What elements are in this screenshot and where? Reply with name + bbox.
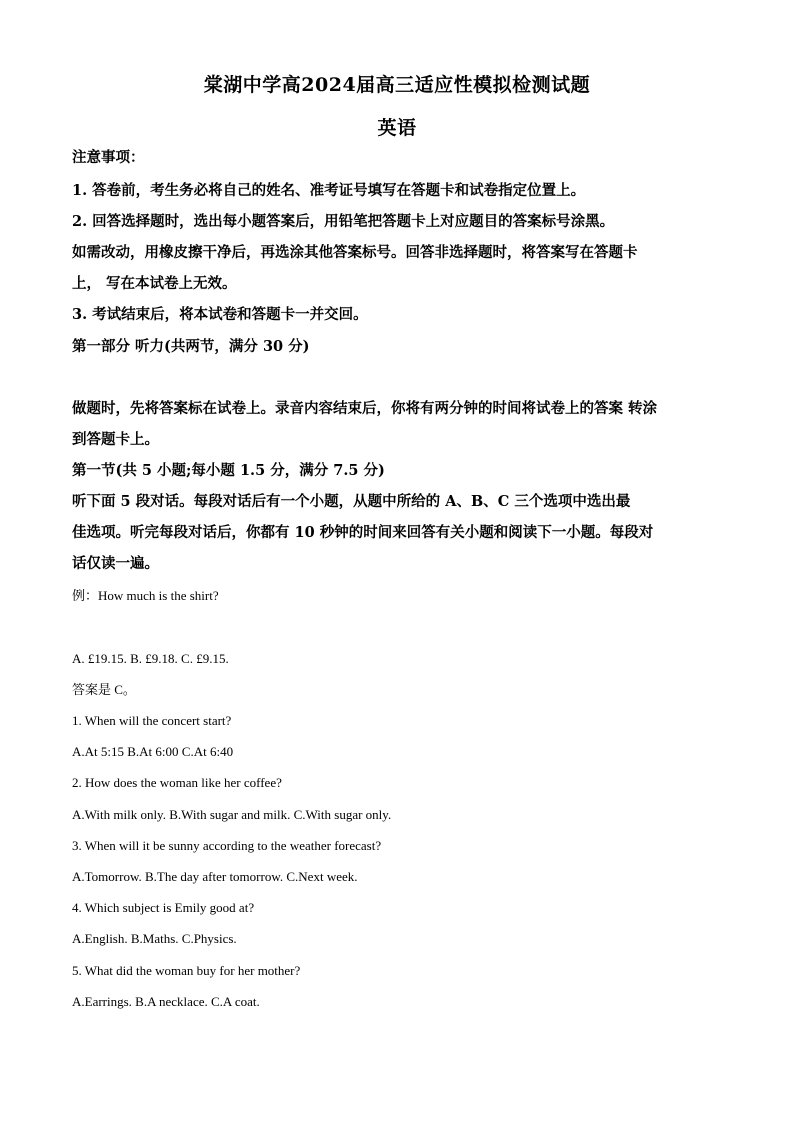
question-options: A.At 5:15 B.At 6:00 C.At 6:40	[72, 744, 234, 759]
exam-title: 棠湖中学高2024届高三适应性模拟检测试题	[203, 74, 591, 96]
notice-item: 1. 答卷前，考生务必将自己的姓名、准考证号填写在答题卡和试卷指定位置上。	[72, 182, 586, 199]
question-text: 1. When will the concert start?	[72, 713, 232, 728]
question-options: A.Earrings. B.A necklace. C.A coat.	[72, 994, 260, 1009]
notice-heading: 注意事项：	[72, 149, 145, 166]
question-text: 5. What did the woman buy for her mother?	[72, 963, 301, 978]
question-text: 2. How does the woman like her coffee?	[72, 775, 282, 790]
part1-instruction: 到答题卡上。	[72, 431, 159, 448]
notice-item: 2. 回答选择题时，选出每小题答案后，用铅笔把答题卡上对应题目的答案标号涂黑。	[72, 213, 615, 230]
example-answer: 答案是 C。	[72, 682, 136, 697]
section1-instruction: 话仅读一遍。	[72, 555, 159, 572]
question-text: 3. When will it be sunny according to the weather forecast?	[72, 838, 382, 853]
part1-instruction: 做题时，先将答案标在试卷上。录音内容结束后，你将有两分钟的时间将试卷上的答案 转涂	[72, 400, 658, 417]
question-options: A.Tomorrow. B.The day after tomorrow. C.Next week.	[72, 869, 358, 884]
question-options: A.English. B.Maths. C.Physics.	[72, 931, 237, 946]
part1-heading: 第一部分 听力(共两节，满分 30 分)	[72, 338, 310, 355]
section1-heading: 第一节(共 5 小题;每小题 1.5 分，满分 7.5 分)	[72, 462, 385, 479]
question-text: 4. Which subject is Emily good at?	[72, 900, 255, 915]
example-question: 例：How much is the shirt?	[72, 588, 219, 603]
notice-item: 如需改动，用橡皮擦干净后，再选涂其他答案标号。回答非选择题时，将答案写在答题卡	[72, 244, 638, 261]
notice-item: 3. 考试结束后，将本试卷和答题卡一并交回。	[72, 306, 368, 323]
example-options: A. £19.15. B. £9.18. C. £9.15.	[72, 651, 229, 666]
section1-instruction: 听下面 5 段对话。每段对话后有一个小题，从题中所给的 A、B、C 三个选项中选出最	[72, 493, 631, 510]
question-options: A.With milk only. B.With sugar and milk. C.With sugar only.	[72, 807, 392, 822]
notice-item: 上， 写在本试卷上无效。	[72, 275, 237, 292]
section1-instruction: 佳选项。听完每段对话后，你都有 10 秒钟的时间来回答有关小题和阅读下一小题。每段对	[72, 524, 654, 541]
subject-title: 英语	[377, 117, 417, 139]
